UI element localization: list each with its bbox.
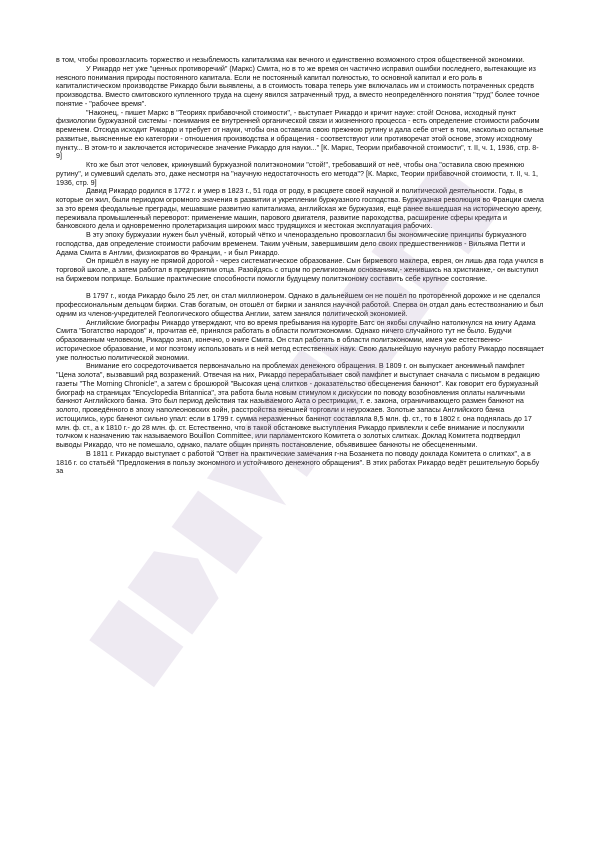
paragraph: Английские биографы Рикардо утверждают, что во время пребывания на курорте Батс он якобы случайно натолкнулся на книгу Адама Смита "Богатство народов" и, прочитав её, принялся работать в области политэкономии. Однако ничего случайного тут не было. Будучи образованным человеком, Рикардо знал, конечно, о книге Смита. Он стал работать в области политэкономии, имея уже естественно-историческое образование, и мог поэтому использовать и в ней метод естественных наук. Свою дальнейшую научную работу Рикардо посвящает уже полностью политической экономии.: [56, 318, 544, 362]
paragraph: "Наконец, - пишет Маркс в "Теориях прибавочной стоимости", - выступает Рикардо и кричит науке: стой! Основа, исходный пункт физиологии буржуазной системы - понимания ее внутренней органической связи и жизненного процесса - есть определение стоимости рабочим временем. Отсюда исходит Рикардо и требует от науки, чтобы она оставила свою прежнюю рутину и дала себе отчет в том, насколько остальные развитые, выясненные ею категории - отношения производства и обращения - соответствуют или противоречат этой основе, этому исходному пункту... В этом-то и заключается историческое значение Рикардо для науки..." [К. Маркс, Теории прибавочной стоимости", т. II, ч. 1, 1936, стр. 8-9]: [56, 108, 544, 161]
paragraph: В 1797 г., когда Рикардо было 25 лет, он стал миллионером. Однако в дальнейшем он не пошёл по проторённой дорожке и не сделался профессиональным дельцом биржи. Став богатым, он отошёл от биржи и занялся научной работой. Сперва он отдал дань естествознанию и был одним из членов-учредителей Геологического общества Англии, затем занялся политической экономией.: [56, 292, 544, 318]
paragraph: Он пришёл в науку не прямой дорогой - через систематическое образование. Сын биржевого маклера, еврея, он лишь два года учился в торговой школе, а затем работал в предприятии отца. Разойдясь с отцом по религиозным основаниям,- женившись на христианке,- он выступил на биржевом поприще. Большие практические способности помогли будущему политэкономy составить себе крупное состояние.: [56, 257, 544, 283]
watermark-letterform: [172, 491, 263, 574]
paragraph: В 1811 г. Рикардо выступает с работой "Ответ на практические замечания г-на Бозанкета по поводу доклада Комитета о слитках", а в 1816 г. со статьёй "Предложения в пользу экономного и устойчивого денежного обращения". В этих работах Рикардо ведёт решительную борьбу за: [56, 449, 540, 476]
paragraph: В эту эпоху буржуазии нужен был учёный, который чётко и членораздельно провозгласил бы экономические принципы буржуазного господства, дав определение стоимости рабочим временем. Таким учёным, завершившим дело своих предшественников - Вильяма Петти и Адама Смита в Англии, физиократов во Франции, - и был Рикардо.: [56, 231, 527, 257]
paragraph: Кто же был этот человек, крикнувший буржуазной политэкономии "стой!", требовавший от неё, чтобы она "оставила свою прежнюю рутину", и сумевший сделать это, даже несмотря на "научную недостаточность его метода"? [К. Маркс, Теории прибавочной стоимости, т. II, ч. 1, 1936, стр. 9]: [56, 161, 538, 187]
paragraph: Внимание его сосредоточивается первоначально на проблемах денежного обращения. В 1809 г. он выпускает анонимный памфлет "Цена золота", вызвавший ряд возражений. Отвечая на них, Рикардо перерабатывает свой памфлет и выступает сначала с письмом в редакцию газеты "The Morning Chronicle", а затем с брошюрой "Высокая цена слитков - доказательство обесценения банкнот". Как говорит его буржуазный биограф на страницах "Encyclopedia Britannica", эта работа была новым стимулом к дискуссии по поводу возобновления оплаты наличными банкнот Английского банка. Это был период действия так называемого Акта о рестрикции, т. е. закона, ограничивающего размен банкнот на золото, проведённого в эпоху наполеоновских войн, расстройства внешней торговли и неурожаев. Золотые запасы Английского банка истощились, курс банкнот сильно упал: если в 1799 г. сумма неразменных банкнот составляла 8,5 млн. ф. ст., то в 1802 г. она поднялась до 17 млн. ф. ст., а к 1810 г.- до 28 млн. ф. ст. Естественно, что в такой обстановке выступления Рикардо привлекли к себе внимание и послужили толчком к назначению так называемого Bouillon Committee, или парламентского Комитета о золотых слитках. Доклад Комитета подтвердил выводы Рикардо, что не помешало, однако, палате общин принять постановление, объявившее банкноты не обесцененными.: [56, 362, 540, 449]
watermark-letterform: [89, 600, 183, 687]
paragraph: в том, чтобы провозгласить торжество и незыблемость капитализма как вечного и единственно возможного строя общественной экономики.: [56, 56, 525, 64]
watermark-letterform: [128, 535, 231, 635]
paragraph: У Рикардо нет уже "ценных противоречий" (Маркс) Смита, но в то же время он частично исправил ошибки последнего, вытекающие из неясного понимания природы постоянного капитала. Если не постоянный капитал полностью, то основной капитал и его роль в капиталистическом производстве Рикардо были выявлены, а в стоимость товара теперь уже включалась им и стоимость потраченных средств производства. Вместо смитовского купленного труда на сцену явился затраченный труд, а вместо неопределённого понятия "труд" более точное понятие - "рабочее время".: [56, 64, 540, 108]
paragraph: Давид Рикардо родился в 1772 г. и умер в 1823 г., 51 года от роду, в расцвете своей научной и политической деятельности. Годы, в которые он жил, были периодом огромного значения в развитии и укреплении буржуазного господства. Буржуазная революция во Франции смела за это время феодальные преграды, мешавшие развитию капитализма, английская же буржуазия, ещё ранее вышедшая на историческую арену, переживала промышленный переворот: применение машин, парового двигателя, развитие пароходства, расширение сферы кредита и банковского дела и одновременно пролетаризация широких масс трудящихся и жестокая эксплуатация рабочих.: [56, 187, 544, 231]
document-body: [56, 56, 544, 476]
